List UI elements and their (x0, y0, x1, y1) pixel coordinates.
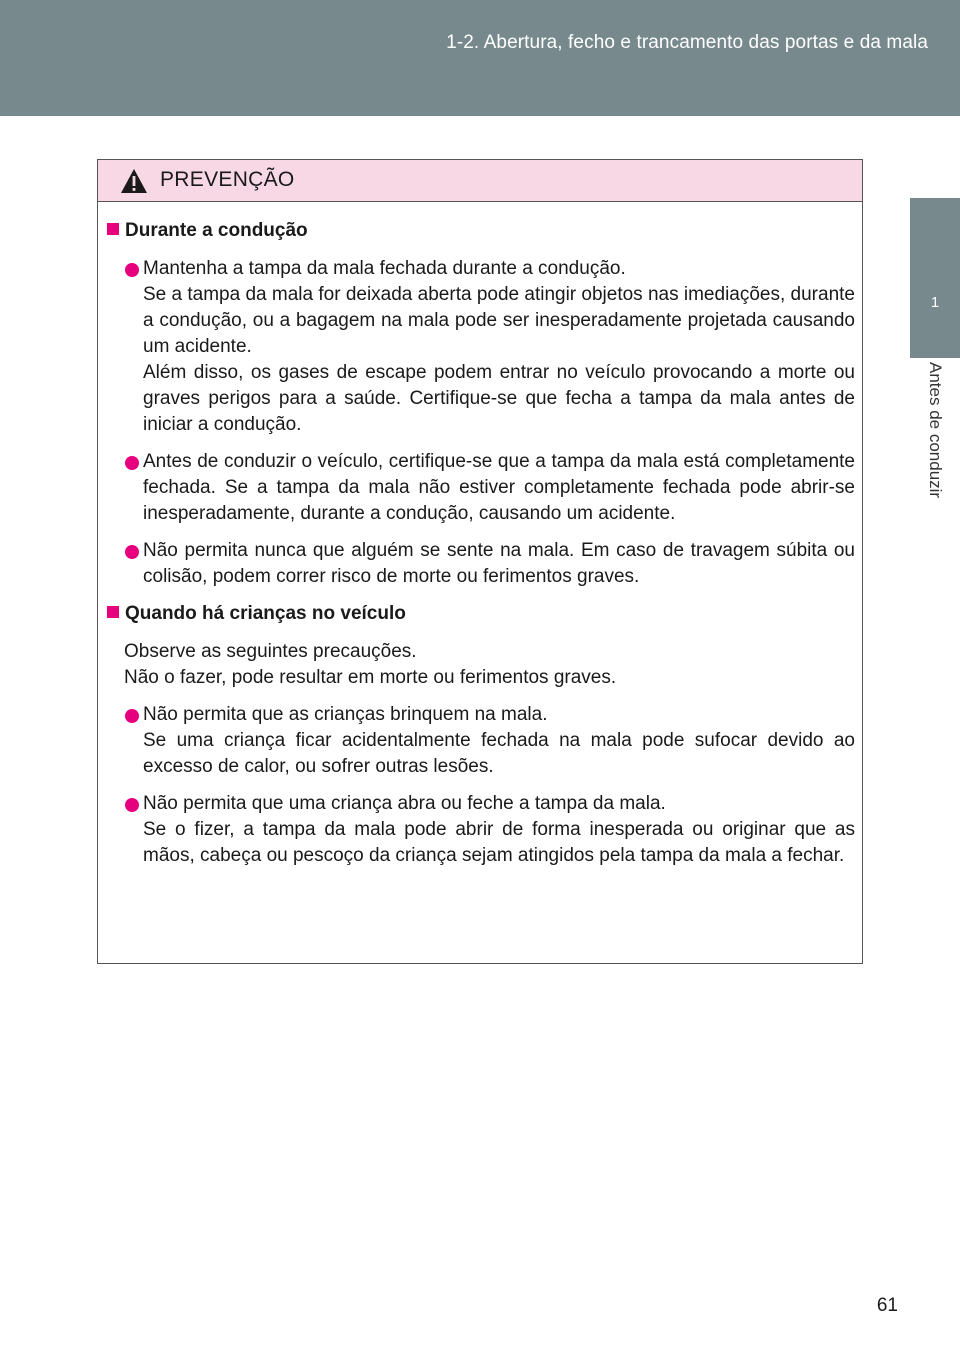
chapter-label (910, 362, 960, 562)
circle-bullet-icon (125, 263, 139, 277)
page-header (0, 0, 960, 116)
section-heading: Durante a condução (107, 218, 855, 244)
chapter-number: 1 (930, 294, 940, 311)
list-item: Mantenha a tampa da mala fechada durante a condução. Se a tampa da mala for deixada aberta pode atingir objetos nas imediações, durante a condução, ou a bagagem na mala pode ser inesperadamente projetada causando um acidente. Além disso, os gases de escape podem entrar no veículo provocando a morte ou graves perigos para a saúde. Certifique-se que fecha a tampa da mala antes de iniciar a condução. (107, 256, 855, 438)
warning-triangle-icon (119, 167, 149, 195)
chapter-label-text: Antes de conduzir (926, 362, 945, 499)
circle-bullet-icon (125, 798, 139, 812)
circle-bullet-icon (125, 456, 139, 470)
page-number: 61 (876, 1295, 898, 1316)
header-title: 1-2. Abertura, fecho e trancamento das portas e da mala (446, 32, 928, 53)
warning-title: PREVENÇÃO (160, 168, 295, 191)
list-item: Não permita que uma criança abra ou feche a tampa da mala. Se o fizer, a tampa da mala pode abrir de forma inesperada ou originar que as mãos, cabeça ou pescoço da criança sejam atingidos pela tampa da mala a fechar. (107, 791, 855, 869)
section-heading: Quando há crianças no veículo (107, 601, 855, 627)
section-intro: Observe as seguintes precauções. Não o fazer, pode resultar em morte ou ferimentos graves. (124, 641, 617, 688)
warning-header (98, 160, 862, 202)
list-item: Não permita que as crianças brinquem na mala. Se uma criança ficar acidentalmente fechada na mala pode sufocar devido ao excesso de calor, ou sofrer outras lesões. (107, 702, 855, 780)
list-item: Antes de conduzir o veículo, certifique-se que a tampa da mala está completamente fechada. Se a tampa da mala não estiver completamente fechada pode abrir-se inesperadamente, durante a condução, causando um acidente. (107, 449, 855, 527)
square-bullet-icon (107, 606, 119, 618)
warning-content (107, 218, 855, 880)
square-bullet-icon (107, 223, 119, 235)
warning-box (97, 159, 863, 964)
chapter-tab (910, 198, 960, 358)
list-item: Não permita nunca que alguém se sente na mala. Em caso de travagem súbita ou colisão, podem correr risco de morte ou ferimentos graves. (107, 538, 855, 590)
circle-bullet-icon (125, 545, 139, 559)
circle-bullet-icon (125, 709, 139, 723)
